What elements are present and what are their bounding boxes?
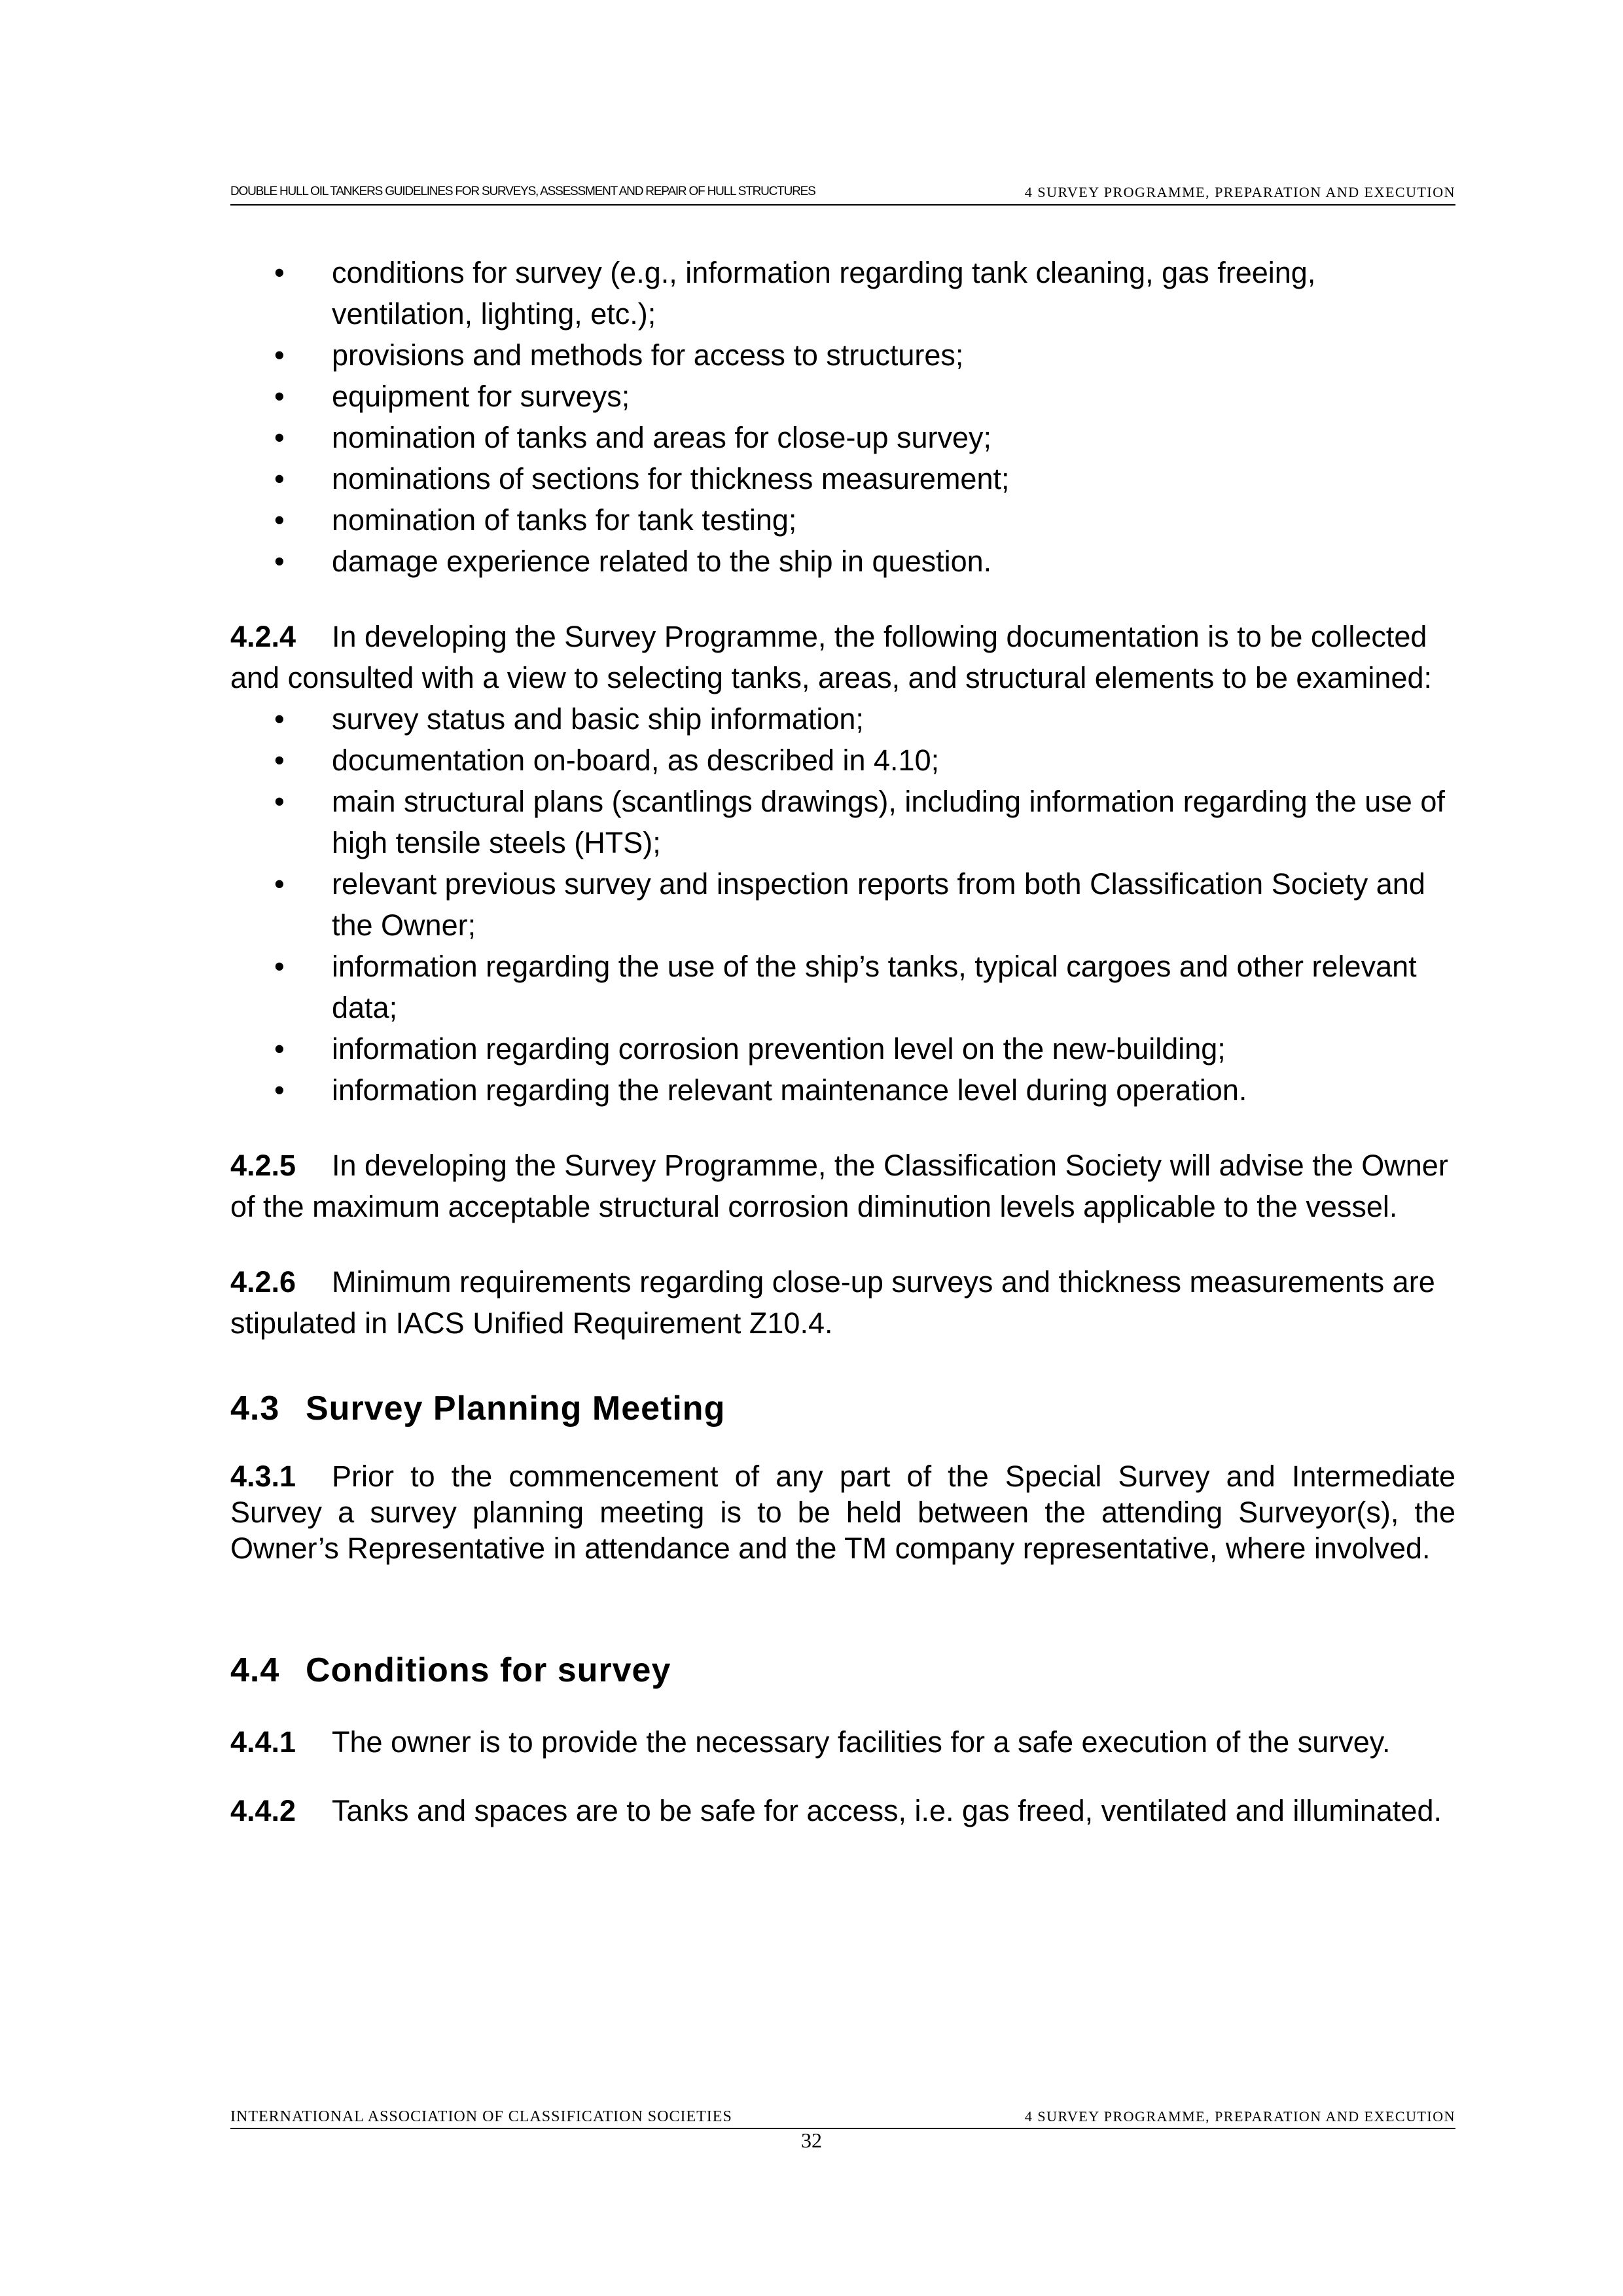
- section-heading-4-4: [230, 1650, 1455, 1691]
- paragraph-number: 4.3.1: [230, 1460, 296, 1493]
- list-item: • survey status and basic ship information;: [332, 698, 1455, 740]
- documentation-bullet-list: [230, 698, 1455, 1111]
- footer-chapter-title: 4 SURVEY PROGRAMME, PREPARATION AND EXECUTION: [1024, 2108, 1455, 2125]
- bullet-icon: •: [274, 421, 285, 454]
- bullet-icon: •: [274, 503, 285, 537]
- bullet-icon: •: [274, 785, 285, 818]
- paragraph-number: 4.4.2: [230, 1794, 296, 1827]
- section-title: Survey Planning Meeting: [306, 1390, 726, 1427]
- list-item: • main structural plans (scantlings drawings), including information regarding the use of high tensile steels (HTS);: [332, 781, 1455, 863]
- paragraph-number: 4.2.6: [230, 1265, 296, 1299]
- section-heading-4-3: [230, 1388, 1455, 1429]
- bullet-icon: •: [274, 1073, 285, 1107]
- bullet-icon: •: [274, 256, 285, 289]
- paragraph-4-2-5: [230, 1145, 1455, 1227]
- bullet-icon: •: [274, 545, 285, 578]
- list-item: • relevant previous survey and inspection reports from both Classification Society and the Owner;: [332, 863, 1455, 946]
- list-item: • provisions and methods for access to structures;: [332, 334, 1455, 376]
- paragraph-text: The owner is to provide the necessary facilities for a safe execution of the survey.: [332, 1725, 1391, 1759]
- paragraph-4-3-1: [230, 1458, 1455, 1566]
- running-footer: [230, 2108, 1455, 2129]
- list-item: • documentation on-board, as described in 4.10;: [332, 740, 1455, 781]
- paragraph-text: In developing the Survey Programme, the Classification Society will advise the Owner of the maximum acceptable structural corrosion diminution levels applicable to the vessel.: [230, 1149, 1448, 1223]
- paragraph-text: Prior to the commencement of any part of the Special Survey and Intermediate Survey a survey planning meeting is to be held between the attending Surveyor(s), the Owner’s Representative in attendance and the TM company representative, where involved.: [230, 1460, 1455, 1565]
- footer-organization: INTERNATIONAL ASSOCIATION OF CLASSIFICATION SOCIETIES: [230, 2108, 732, 2125]
- bullet-icon: •: [274, 744, 285, 777]
- bullet-icon: •: [274, 1032, 285, 1066]
- section-number: 4.3: [230, 1390, 280, 1427]
- header-chapter-title: 4 SURVEY PROGRAMME, PREPARATION AND EXECUTION: [1024, 184, 1455, 200]
- section-number: 4.4: [230, 1651, 280, 1689]
- list-item: • damage experience related to the ship in question.: [332, 541, 1455, 582]
- section-title: Conditions for survey: [306, 1651, 671, 1689]
- page-number: 32: [801, 2128, 822, 2152]
- list-item: • information regarding the use of the ship’s tanks, typical cargoes and other relevant data;: [332, 946, 1455, 1028]
- list-item: • nomination of tanks and areas for close-up survey;: [332, 417, 1455, 458]
- list-item: • equipment for surveys;: [332, 376, 1455, 417]
- list-item: • information regarding corrosion prevention level on the new-building;: [332, 1028, 1455, 1069]
- bullet-icon: •: [274, 338, 285, 372]
- paragraph-text: In developing the Survey Programme, the following documentation is to be collected and consulted with a view to selecting tanks, areas, and structural elements to be examined:: [230, 620, 1433, 694]
- paragraph-text: Tanks and spaces are to be safe for access, i.e. gas freed, ventilated and illuminated.: [332, 1794, 1442, 1827]
- list-item: • nomination of tanks for tank testing;: [332, 499, 1455, 541]
- list-item: • nominations of sections for thickness measurement;: [332, 458, 1455, 499]
- paragraph-number: 4.2.4: [230, 620, 296, 653]
- running-header: [230, 185, 1455, 206]
- paragraph-text: Minimum requirements regarding close-up surveys and thickness measurements are stipulated in IACS Unified Requirement Z10.4.: [230, 1265, 1435, 1340]
- list-item: • information regarding the relevant maintenance level during operation.: [332, 1069, 1455, 1111]
- paragraph-number: 4.2.5: [230, 1149, 296, 1182]
- paragraph-4-4-2: [230, 1793, 1455, 1829]
- page-body: [230, 252, 1455, 1829]
- intro-bullet-list: [230, 252, 1455, 582]
- paragraph-4-2-4: [230, 616, 1455, 698]
- paragraph-4-4-1: [230, 1721, 1455, 1763]
- paragraph-4-2-6: [230, 1261, 1455, 1344]
- paragraph-number: 4.4.1: [230, 1725, 296, 1759]
- bullet-icon: •: [274, 462, 285, 495]
- bullet-icon: •: [274, 702, 285, 736]
- bullet-icon: •: [274, 867, 285, 901]
- header-document-title: DOUBLE HULL OIL TANKERS GUIDELINES FOR SURVEYS, ASSESSMENT AND REPAIR OF HULL STRUCTURES: [230, 185, 815, 198]
- bullet-icon: •: [274, 950, 285, 983]
- list-item: • conditions for survey (e.g., information regarding tank cleaning, gas freeing, ventilation, lighting, etc.);: [332, 252, 1455, 334]
- bullet-icon: •: [274, 380, 285, 413]
